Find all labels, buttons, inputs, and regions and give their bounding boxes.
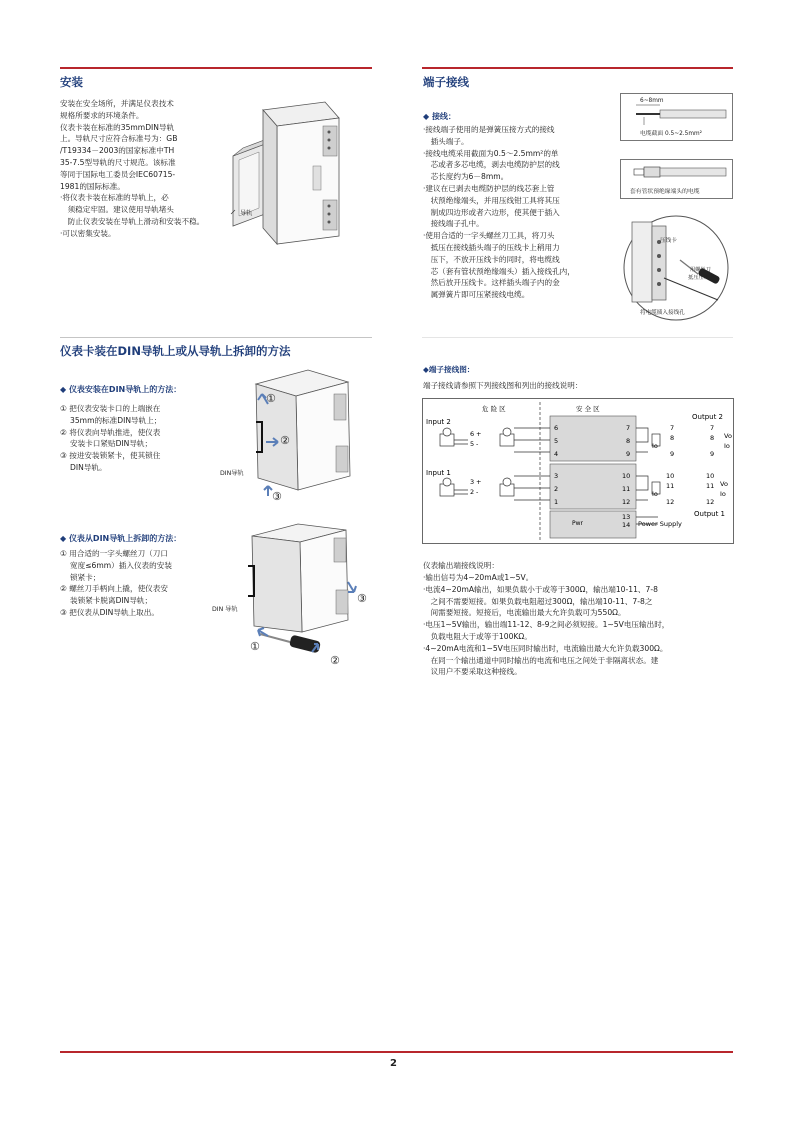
svg-text:10: 10 [666,472,675,480]
install-title: 安装 [60,75,83,89]
output2-label: Output 2 [692,413,723,421]
output1-label: Output 1 [694,510,725,518]
mount-title: ◆ 仪表安装在DIN导轨上的方法： [60,385,182,394]
wiring-line: 芯或者多芯电缆，剥去电缆防护层的线 [423,160,560,170]
wiring-line: 然后放开压线卡。这样插头端子内的金 [423,278,560,288]
s-t12: 12 [622,498,631,506]
rail-label: 导轨 [240,210,253,217]
marker-3: ③ [272,490,282,503]
io-1: Io [652,490,658,498]
bottom-rule [60,1051,733,1053]
screwdriver-label-2: 抵压压线卡 [688,275,714,281]
io-2b: Io [724,442,730,450]
section-divider-right [422,337,733,338]
svg-text:9: 9 [710,450,715,458]
svg-text:11: 11 [666,482,675,490]
mount-line: 安装卡口紧贴DIN导轨； [60,439,153,449]
svg-text:12: 12 [706,498,715,506]
svg-text:8: 8 [710,434,715,442]
svg-text:7: 7 [670,424,675,432]
s-t14: 14 [622,521,631,529]
h-t3: 3 [470,478,475,486]
vo-1: Vo [720,480,728,488]
mount-line: ② 将仪表向导轨推进，使仪表 [60,427,161,437]
wiring-text [423,124,613,301]
h-t2: 2 [470,488,475,496]
install-line: 35-7.5型导轨的尺寸规范。该标准 [60,157,176,167]
marker-2: ② [280,434,290,447]
din-mount-illustration [238,364,368,504]
mount-line: ③ 按进安装锁紧卡，使其锁住 [60,451,161,461]
install-line: ·将仪表卡装在标准的导轨上，必 [60,193,169,203]
output-title: 仪表输出端接线说明： [423,561,499,570]
wiring-line: ·建议在已剥去电缆防护层的线芯套上管 [423,183,555,193]
remove-line: 宽度≤6mm）插入仪表的安装 [60,560,172,570]
mount-line: ① 把仪表安装卡口的上端嵌在 [60,404,161,413]
svg-text:11: 11 [706,482,715,490]
top-rule-left [60,67,372,69]
wiring-title: ◆ 接线： [423,112,456,121]
h-t5: 5 [470,440,475,448]
top-rule-right [422,67,733,69]
marker-1: ① [266,392,276,405]
rail-mount-illustration [225,96,375,246]
power-supply-label: Power Supply [638,520,682,528]
s-t10: 10 [622,472,631,480]
install-line: 上。导轨尺寸应符合标准号为：GB [60,134,178,144]
install-line: /T19334－2003的国家标准中TH [60,146,175,156]
install-line: 仪表卡装在标准的35mmDIN导轨 [60,122,175,132]
input1-label: Input 1 [426,469,451,477]
svg-text:+: + [476,430,482,438]
s-t8: 8 [626,437,631,445]
mount-rail-label: DIN导轨 [220,470,244,477]
din-title: 仪表卡装在DIN导轨上或从导轨上拆卸的方法 [60,344,291,358]
remove-marker-2: ② [330,654,340,667]
remove-line: 锁紧卡； [60,572,101,582]
pwr-label: Pwr [572,520,583,527]
wiring-line: ·接线电缆采用截面为0.5～2.5mm²的单 [423,148,559,158]
wiring-line: 压下，不放开压线卡的同时，将电缆线 [423,254,560,264]
h-t6: 6 [470,430,475,438]
svg-text:7: 7 [710,424,715,432]
output-line: ·电压1~5V输出，输出端11-12、8-9之间必须短接。1~5V电压输出时， [423,620,670,630]
ferrule-caption: 套有管状预绝缘端头的电缆 [630,189,700,195]
mount-line: 35mm的标准DIN导轨上； [60,415,162,425]
terminal-insert-figure [618,212,735,322]
wiring-line: 芯（套有管状预绝缘端头）插入接线孔内， [423,266,575,276]
remove-rail-label: DIN 导轨 [212,606,238,613]
svg-text:-: - [476,440,479,448]
svg-text:9: 9 [670,450,675,458]
remove-line: ② 螺丝刀手柄向上撬，使仪表安 [60,584,168,594]
s-t4: 4 [554,450,559,458]
output-text [423,572,733,678]
io-1b: Io [720,490,726,498]
output-line: ·输出信号为4~20mA或1~5V。 [423,573,534,582]
clamp-label: 压线卡 [660,238,677,244]
s-t5: 5 [554,437,559,445]
remove-line: ① 用合适的一字头螺丝刀（刀口 [60,549,168,558]
remove-text [60,548,220,619]
output-line: 之间不需要短接。如果负载电阻超过300Ω，输出端10-11、7-8之 [423,596,653,606]
wiring-line: 插头端子。 [423,136,469,146]
hazard-zone: 危 险 区 [482,405,506,413]
s-t13: 13 [622,513,631,521]
wiring-line: 芯长度约为6－8mm。 [423,172,509,182]
s-t9: 9 [626,450,631,458]
output-line: ·4~20mA电流和1~5V电压同时输出时，电流输出最大允许负载300Ω。 [423,643,668,653]
wiring-line: 制成四边形或者六边形，使其便于插入 [423,207,560,217]
install-line: 规格所要求的环境条件。 [60,110,144,120]
mount-text [60,403,220,474]
wiring-line: ·使用合适的一字头螺丝刀工具，将刀头 [423,231,555,241]
wiring-line: 抵压在接线插头端子的压线卡上稍用力 [423,242,560,252]
screwdriver-label-1: 用螺丝刀 [690,267,711,273]
remove-marker-3: ③ [357,592,367,605]
wiring-line: 属弹簧片即可压紧接线电缆。 [423,290,530,300]
terminal-title: 端子接线 [423,75,469,89]
s-t6: 6 [554,424,559,432]
install-text [60,98,253,240]
install-line: 等同于国际电工委员会IEC60715- [60,169,176,179]
output-line: 间需要短接。短接后，电流输出最大允许负载可为550Ω。 [423,608,626,618]
remove-marker-1: ① [250,640,260,653]
s-t11: 11 [622,485,631,493]
s-t3: 3 [554,472,559,480]
page-number: 2 [390,1058,397,1069]
svg-text:+: + [476,478,482,486]
s-t2: 2 [554,485,559,493]
install-line: 1981的国际标准。 [60,181,125,191]
cable-section: 电缆截面 0.5~2.5mm² [640,131,702,137]
install-line: 须稳定牢固。建议使用导轨堵头 [60,205,174,215]
diagram-intro: 端子接线请参照下列接线图和列出的接线说明： [423,381,583,390]
section-divider [60,337,372,338]
wiring-line: ·接线端子使用的是弹簧压接方式的接线 [423,125,555,134]
install-line: 安装在安全场所，并满足仪表技术 [60,99,174,108]
insert-label: 将电缆插入接线孔 [640,310,685,316]
s-t7: 7 [626,424,631,432]
remove-title: ◆ 仪表从DIN导轨上拆卸的方法： [60,534,182,543]
s-t1: 1 [554,498,559,506]
output-line: 在同一个输出通道中同时输出的电流和电压之间处于非隔离状态。建 [423,655,659,665]
remove-line: 装锁紧卡脱离DIN导轨； [60,596,153,606]
install-line: ·可以密集安装。 [60,228,116,238]
strip-length: 6~8mm [640,98,664,104]
install-line: 防止仪表安装在导轨上滑动和安装不稳。 [60,216,205,226]
mount-line: DIN导轨。 [60,462,107,472]
wiring-line: 接线端子孔中。 [423,219,484,229]
output-line: 负载电阻大于或等于100KΩ。 [423,631,532,641]
svg-text:-: - [476,488,479,496]
safe-zone: 安 全 区 [576,405,600,413]
wiring-line: 状预绝缘端头，并用压线钳工具将其压 [423,195,560,205]
svg-text:10: 10 [706,472,715,480]
vo-2: Vo [724,432,732,440]
output-line: ·电流4~20mA输出，如果负载小于或等于300Ω，输出端10-11、7-8 [423,584,658,594]
svg-text:12: 12 [666,498,675,506]
svg-text:8: 8 [670,434,675,442]
diagram-title: ◆端子接线图： [423,365,475,374]
wiring-diagram [422,398,734,544]
output-line: 议用户不要采取这种接线。 [423,667,522,677]
io-2: Io [652,442,658,450]
remove-line: ③ 把仪表从DIN导轨上取出。 [60,607,159,617]
input2-label: Input 2 [426,418,451,426]
